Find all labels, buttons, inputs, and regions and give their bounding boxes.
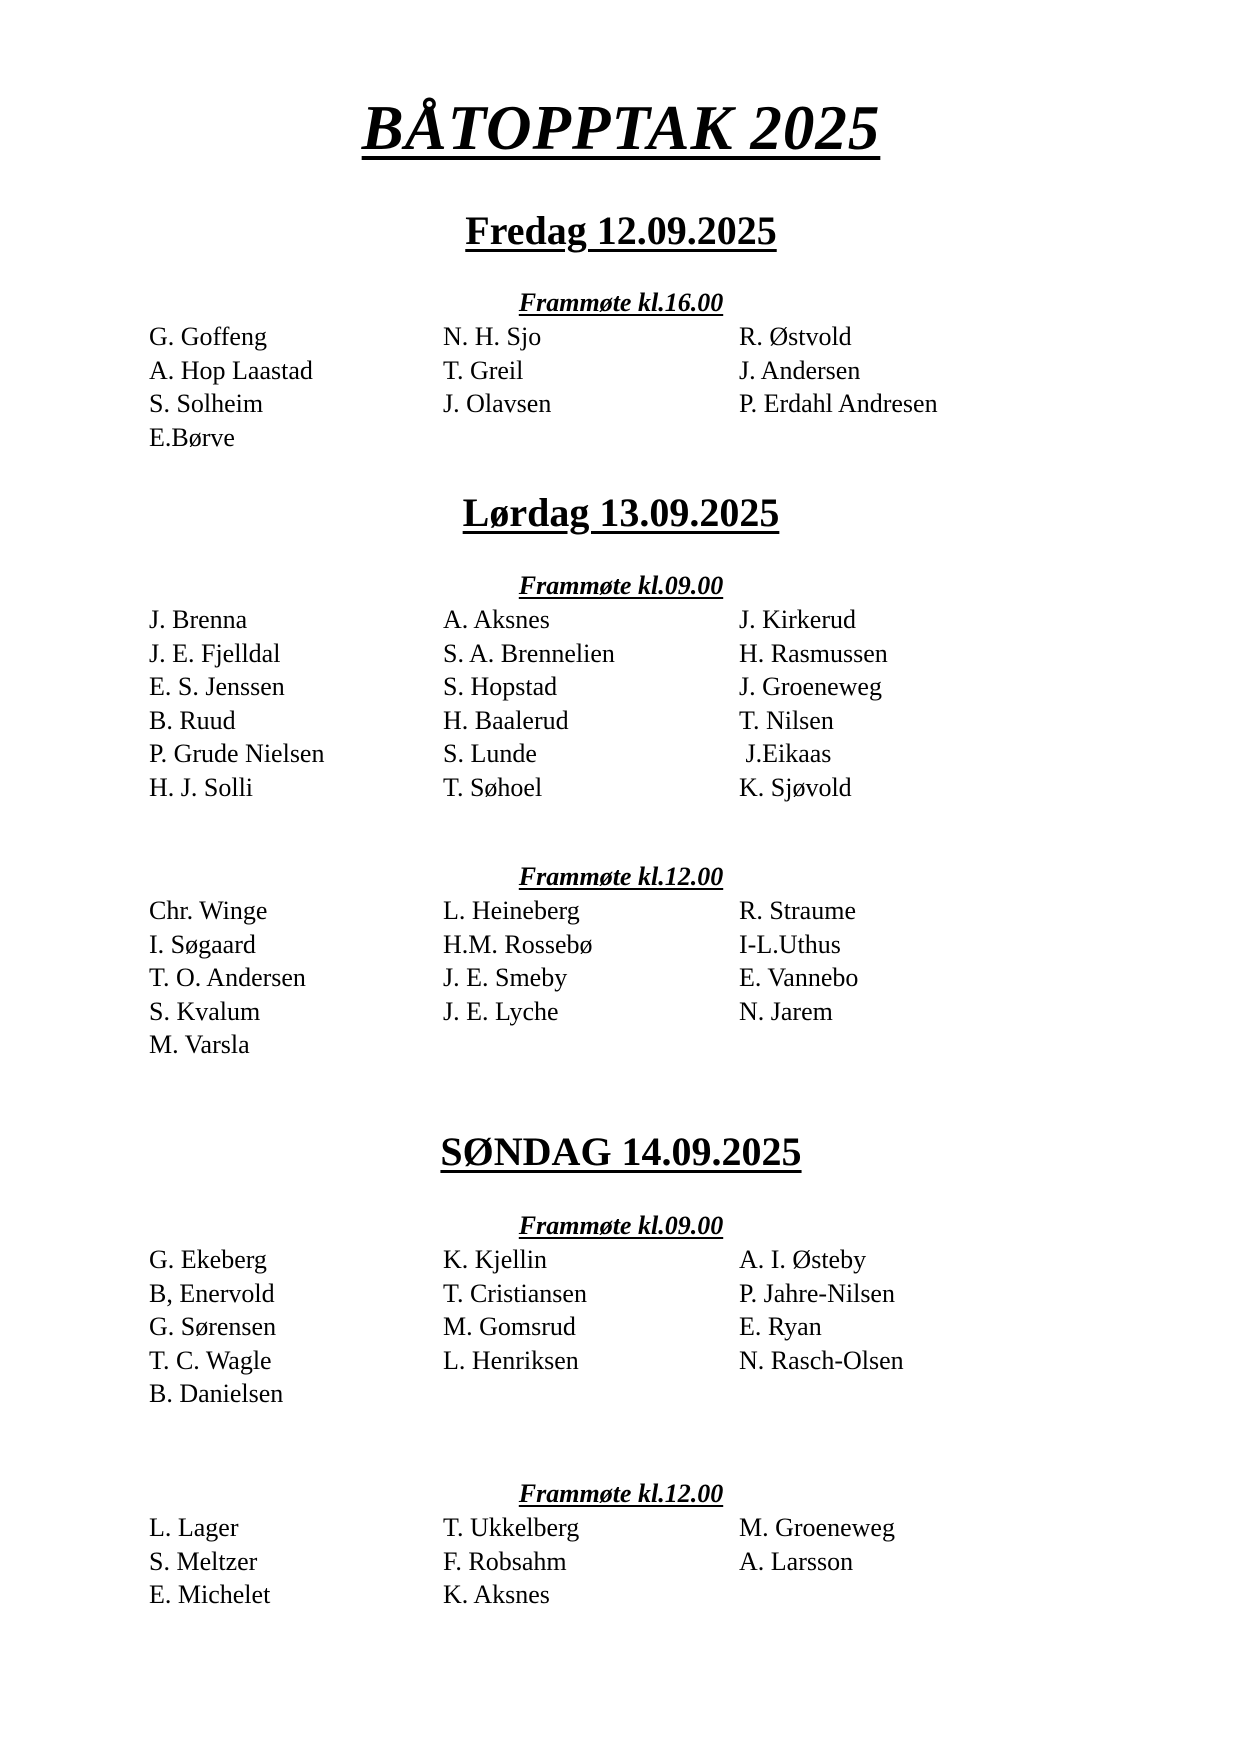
person-name: H.M. Rossebø [443,929,593,959]
meeting-time-sunday-2: Frammøte kl.12.00 [518,1479,724,1508]
person-name: I-L.Uthus [739,929,841,959]
person-name: M. Gomsrud [443,1312,576,1342]
person-name: H. Rasmussen [739,638,888,668]
person-name: N. Jarem [739,996,833,1026]
person-name: G. Goffeng [149,322,267,351]
person-name: K. Aksnes [443,1580,550,1610]
person-name: E. Ryan [739,1312,822,1342]
person-name: S. Kvalum [149,996,261,1026]
person-name: J. E. Lyche [443,996,559,1026]
name-list-saturday-1 [149,603,1109,805]
person-name: J. E. Smeby [443,963,568,993]
page-title: BÅTOPPTAK 2025 [361,93,881,163]
person-name: L. Lager [149,1513,239,1542]
name-list-saturday-2 [149,894,1109,1062]
person-name: J.Eikaas [739,739,832,769]
day-heading-sunday: SØNDAG 14.09.2025 [440,1129,802,1174]
person-name: E. Michelet [149,1580,271,1610]
person-name: Chr. Winge [149,896,268,925]
person-name: J. Kirkerud [739,605,856,634]
person-name: K. Sjøvold [739,772,852,802]
person-name: S. Meltzer [149,1546,258,1576]
person-name: B. Ruud [149,705,236,735]
person-name: S. Lunde [443,739,537,769]
person-name: N. H. Sjo [443,322,542,351]
person-name: S. A. Brennelien [443,638,615,668]
person-name: J. Groeneweg [739,672,882,702]
person-name: G. Sørensen [149,1312,277,1342]
person-name: L. Henriksen [443,1345,579,1375]
person-name: N. Rasch-Olsen [739,1345,904,1375]
person-name: T. O. Andersen [149,963,306,993]
person-name: H. J. Solli [149,772,254,802]
day-heading-saturday: Lørdag 13.09.2025 [462,490,780,535]
person-name: A. Larsson [739,1546,854,1576]
person-name: S. Hopstad [443,672,558,702]
name-list-sunday-2 [149,1511,1109,1612]
meeting-time-sunday-1: Frammøte kl.09.00 [518,1211,724,1240]
person-name: E. S. Jenssen [149,672,285,702]
person-name: E.Børve [149,422,235,452]
person-name: T. C. Wagle [149,1345,272,1375]
person-name: G. Ekeberg [149,1245,267,1274]
person-name: A. Hop Laastad [149,355,313,385]
person-name: J. Olavsen [443,389,552,419]
person-name: E. Vannebo [739,963,859,993]
person-name: T. Søhoel [443,772,543,802]
person-name: T. Ukkelberg [443,1513,580,1542]
person-name: A. Aksnes [443,605,550,634]
person-name: T. Cristiansen [443,1278,587,1308]
meeting-time-saturday-2: Frammøte kl.12.00 [518,862,724,891]
person-name: S. Solheim [149,389,264,419]
person-name: J. E. Fjelldal [149,638,281,668]
person-name: P. Jahre-Nilsen [739,1278,895,1308]
person-name: R. Østvold [739,322,852,351]
person-name: B. Danielsen [149,1379,284,1409]
meeting-time-friday-1: Frammøte kl.16.00 [518,288,724,317]
person-name: I. Søgaard [149,929,256,959]
person-name: L. Heineberg [443,896,580,925]
person-name: M. Groeneweg [739,1513,895,1542]
name-list-friday-1 [149,320,1109,454]
person-name: A. I. Østeby [739,1245,867,1274]
person-name: B, Enervold [149,1278,275,1308]
person-name: F. Robsahm [443,1546,567,1576]
person-name: T. Greil [443,355,524,385]
person-name: P. Erdahl Andresen [739,389,938,419]
person-name: J. Brenna [149,605,248,634]
person-name: K. Kjellin [443,1245,547,1274]
person-name: R. Straume [739,896,856,925]
person-name: P. Grude Nielsen [149,739,325,769]
person-name: T. Nilsen [739,705,834,735]
meeting-time-saturday-1: Frammøte kl.09.00 [518,571,724,600]
person-name: M. Varsla [149,1030,250,1060]
day-heading-friday: Fredag 12.09.2025 [465,208,777,253]
person-name: J. Andersen [739,355,861,385]
person-name: H. Baalerud [443,705,569,735]
name-list-sunday-1 [149,1243,1109,1411]
